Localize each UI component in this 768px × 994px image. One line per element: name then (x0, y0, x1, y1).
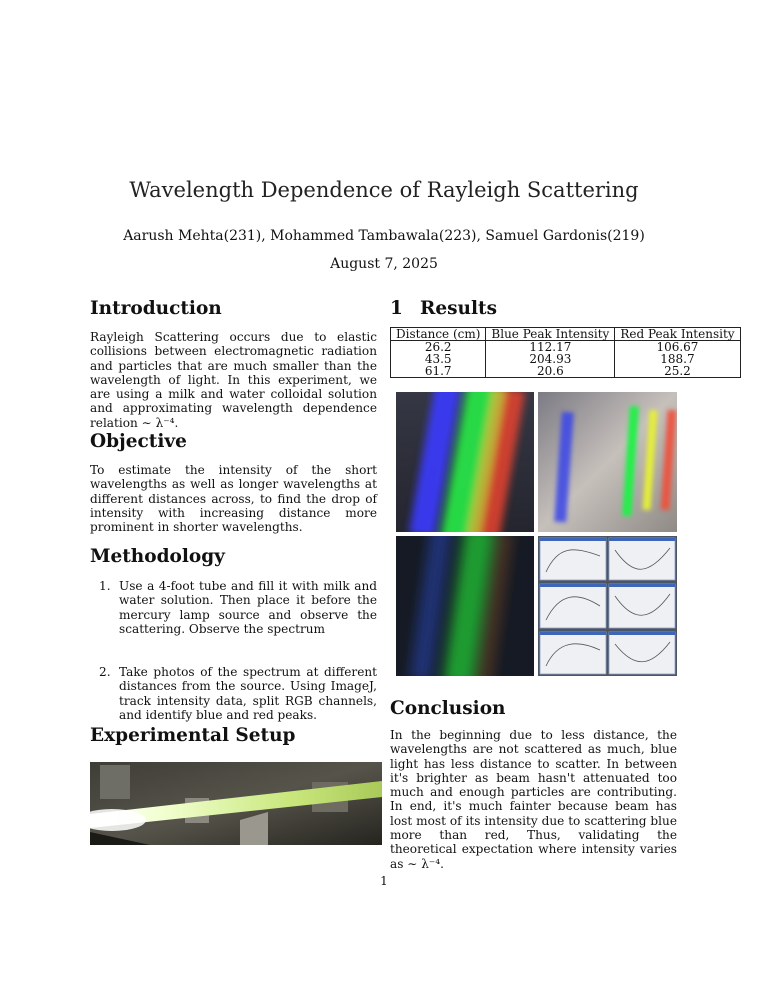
page-number: 1 (380, 874, 388, 888)
step-number: 2. (99, 665, 111, 680)
spectrum-photo-near (396, 392, 534, 532)
objective-text: To estimate the intensity of the short wavelengths as well as longer wavelengths at different distances across, to find the drop of intensity with increasing distance more prominent in shorter wavelengths. (90, 463, 377, 535)
section-number: 1 (390, 298, 403, 319)
table-cell: 26.2 (391, 341, 486, 354)
conclusion-text: In the beginning due to less distance, the wavelengths are not scattered as much, blue light has less distance to scatter. In between it's brighter as beam hasn't attenuated too much and enough particles are contributing. In end, it's much fainter because beam has lost most of its intensity due to scattering blue more than red, Thus, validating the theoretical expectation where intensity varies as ∼ λ⁻⁴. (390, 728, 677, 871)
spectrum-photo-mid (538, 392, 677, 532)
introduction-heading: Introduction (90, 298, 222, 319)
table-cell: 106.67 (615, 341, 740, 354)
column-header: Red Peak Intensity (615, 328, 740, 341)
author-list: Aarush Mehta(231), Mohammed Tambawala(223), Samuel Gardonis(219) (123, 228, 645, 244)
results-table (390, 327, 741, 378)
table-cell: 20.6 (486, 365, 615, 378)
table-header-row (391, 328, 741, 341)
experimental-setup-heading: Experimental Setup (90, 725, 296, 746)
table-cell: 43.5 (391, 353, 486, 365)
paper-title: Wavelength Dependence of Rayleigh Scattering (129, 178, 639, 202)
paper-date: August 7, 2025 (330, 256, 438, 272)
table-cell: 61.7 (391, 365, 486, 378)
column-header: Blue Peak Intensity (486, 328, 615, 341)
table-cell: 188.7 (615, 353, 740, 365)
experimental-setup-photo (90, 762, 382, 845)
column-header: Distance (cm) (391, 328, 486, 341)
section-title: Results (420, 298, 497, 319)
spectrum-photo-far (396, 536, 534, 676)
imagej-plot-photos (538, 536, 677, 676)
step-text: Use a 4-foot tube and fill it with milk and water solution. Then place it before the mercury lamp source and observe the scattering. Observe the spectrum (119, 579, 377, 636)
objective-heading: Objective (90, 431, 187, 452)
table-cell: 25.2 (615, 365, 740, 378)
table-cell: 112.17 (486, 341, 615, 354)
table-cell: 204.93 (486, 353, 615, 365)
results-heading (390, 298, 497, 319)
step-number: 1. (99, 579, 111, 593)
methodology-step (99, 665, 377, 722)
methodology-step (99, 579, 377, 636)
methodology-heading: Methodology (90, 546, 225, 567)
table-row (391, 365, 741, 378)
conclusion-heading: Conclusion (390, 698, 506, 719)
methodology-steps (99, 579, 377, 722)
step-text: Take photos of the spectrum at different distances from the source. Using ImageJ, track intensity data, split RGB channels, and identify blue and red peaks. (119, 665, 377, 723)
introduction-text: Rayleigh Scattering occurs due to elastic collisions between electromagnetic radiation and particles that are much smaller than the wavelength of light. In this experiment, we are using a milk and water colloidal solution and approximating wavelength dependence relation ∼ λ⁻⁴. (90, 330, 377, 430)
